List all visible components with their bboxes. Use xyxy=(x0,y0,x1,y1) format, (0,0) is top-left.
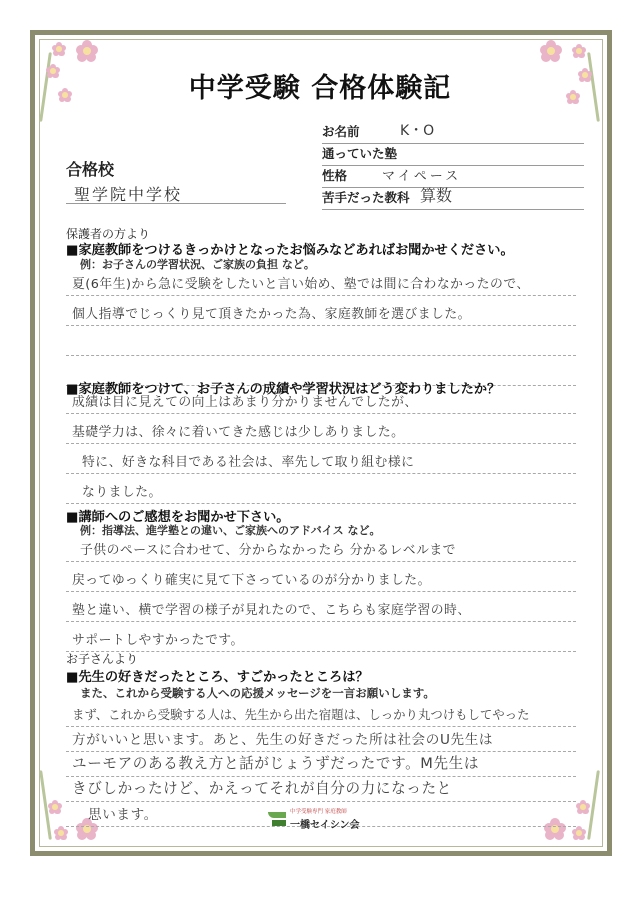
answer-text: 戻ってゆっくり確実に見て下さっているのが分かりました。 xyxy=(72,573,431,588)
answer-line xyxy=(66,532,576,562)
answer-text: 成績は目に見えての向上はあまり分かりませんでしたが、 xyxy=(72,395,418,410)
answer-line xyxy=(66,444,576,474)
personality-value: マイペース xyxy=(382,169,462,184)
answer-line xyxy=(66,702,576,727)
question-1-heading: ■家庭教師をつけるきっかけとなったお悩みなどあればお聞かせください。 xyxy=(66,243,514,258)
flower-icon xyxy=(576,800,590,814)
name-row xyxy=(322,122,584,144)
answer-text: 夏(6年生)から急に受験をしたいと言い始め、塾では間に合わなかったので、 xyxy=(72,277,530,292)
question-3-heading: ■講師へのご感想をお聞かせ下さい。 xyxy=(66,510,290,525)
weak-subject-row xyxy=(322,188,584,210)
answer-line xyxy=(66,622,576,652)
school-value: 聖学院中学校 xyxy=(74,185,183,204)
question-2-heading: ■家庭教師をつけて、お子さんの成績や学習状況はどう変わりましたか？ xyxy=(66,382,501,397)
question-3-example: 例：指導法、進学塾との違い、ご家族へのアドバイス など。 xyxy=(80,524,381,537)
answer-text: きびしかったけど、かえってそれが自分の力になったと xyxy=(72,780,452,797)
school-underline xyxy=(66,203,286,204)
kid-section-label: お子さんより xyxy=(66,652,139,666)
question-4-subheading: また、これから受験する人への応援メッセージを一言お願いします。 xyxy=(80,686,435,700)
logo-company-name: 一橋セイシン会 xyxy=(290,820,360,831)
answer-line xyxy=(66,474,576,504)
juku-label: 通っていた塾 xyxy=(322,146,398,161)
flower-icon xyxy=(54,826,68,840)
answer-1-lines xyxy=(66,266,576,386)
answer-line xyxy=(66,592,576,622)
answer-3-lines xyxy=(66,532,576,652)
juku-row xyxy=(322,144,584,166)
name-value: K・O xyxy=(400,123,435,139)
answer-text: 個人指導でじっくり見て頂きたかった為、家庭教師を選びました。 xyxy=(72,307,471,322)
logo-mark-icon xyxy=(268,812,286,828)
flower-icon xyxy=(572,44,586,58)
company-logo xyxy=(268,807,378,833)
answer-text: 子供のペースに合わせて、分からなかったら 分かるレベルまで xyxy=(80,543,456,558)
answer-text: 特に、好きな科目である社会は、率先して取り組む様に xyxy=(82,455,415,470)
profile-table xyxy=(322,122,584,210)
question-4-heading: ■先生の好きだったところ、すごかったところは？ xyxy=(66,670,369,685)
parent-section-label: 保護者の方より xyxy=(66,227,151,241)
name-label: お名前 xyxy=(322,124,360,139)
logo-tagline: 中学受験専門 家庭教師 xyxy=(290,809,347,815)
answer-line xyxy=(66,727,576,752)
answer-line xyxy=(66,777,576,802)
flower-icon xyxy=(48,800,62,814)
personality-label: 性格 xyxy=(322,168,348,183)
flower-icon xyxy=(572,826,586,840)
flower-icon xyxy=(540,40,562,62)
school-label: 合格校 xyxy=(66,160,115,179)
personality-row xyxy=(322,166,584,188)
answer-line xyxy=(66,562,576,592)
weak-subject-value: 算数 xyxy=(420,186,453,205)
answer-text: ユーモアのある教え方と話がじょうずだったです。M先生は xyxy=(72,755,480,772)
answer-line xyxy=(66,326,576,356)
flower-icon xyxy=(76,40,98,62)
answer-line xyxy=(66,296,576,326)
page-title: 中学受験 合格体験記 xyxy=(188,73,452,104)
answer-line xyxy=(66,414,576,444)
answer-text: サポートしやすかったです。 xyxy=(72,633,244,648)
weak-subject-label: 苦手だった教科 xyxy=(322,190,410,205)
answer-text: なりました。 xyxy=(82,485,162,500)
answer-line xyxy=(66,266,576,296)
answer-2-lines xyxy=(66,384,576,504)
answer-line xyxy=(66,752,576,777)
answer-text: 方がいいと思います。あと、先生の好きだった所は社会のU先生は xyxy=(72,732,494,748)
answer-text: 基礎学力は、徐々に着いてきた感じは少しありました。 xyxy=(72,425,405,440)
answer-text: 塾と違い、横で学習の様子が見れたので、こちらも家庭学習の時、 xyxy=(72,603,471,618)
answer-line xyxy=(66,384,576,414)
answer-text: 思います。 xyxy=(88,807,158,823)
question-1-example: 例：お子さんの学習状況、ご家族の負担 など。 xyxy=(80,258,315,271)
flower-icon xyxy=(52,42,66,56)
answer-text: まず、これから受験する人は、先生から出た宿題は、しっかり丸つけもしてやった xyxy=(72,707,530,722)
